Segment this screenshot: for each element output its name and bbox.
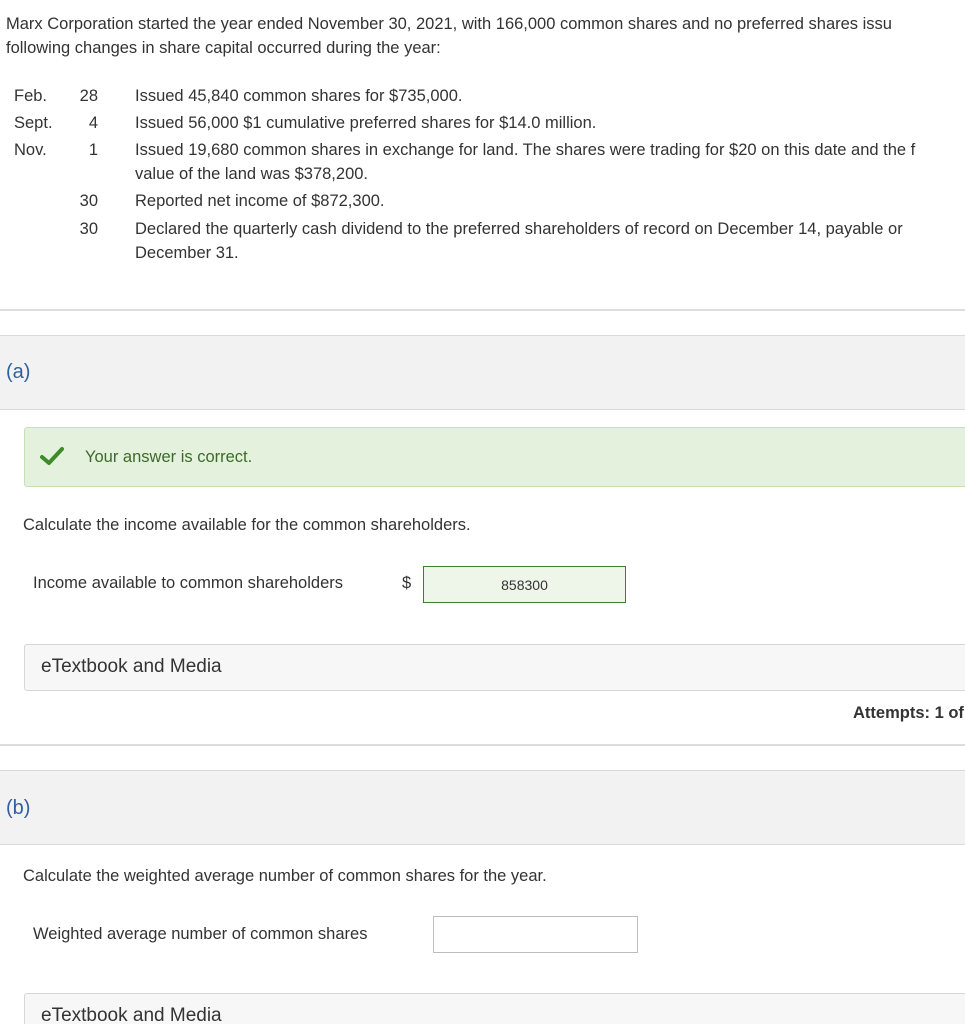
attempts-counter: Attempts: 1 of [853,704,964,722]
event-description-line: Reported net income of $872,300. [135,192,385,210]
intro-line-1: Marx Corporation started the year ended November 30, 2021, with 166,000 common shares and no preferred shares issu [6,15,892,33]
feedback-text: Your answer is correct. [85,448,253,466]
field-label: Income available to common shareholders [33,574,343,592]
event-month: Feb. [14,87,48,105]
currency-symbol: $ [402,574,412,592]
event-description-line: December 31. [135,244,239,262]
divider [0,744,965,746]
checkmark-icon [40,446,64,466]
event-description [135,138,965,186]
event-description-line: Issued 45,840 common shares for $735,000. [135,87,463,105]
question-text: Calculate the income available for the common shareholders. [23,516,471,534]
problem-intro [6,12,965,60]
event-day: 4 [88,114,98,132]
event-day: 30 [79,220,98,238]
event-description-line: value of the land was $378,200. [135,165,369,183]
event-description [135,84,965,108]
field-label: Weighted average number of common shares [33,925,368,943]
event-day: 28 [79,87,98,105]
event-description [135,217,965,265]
event-day: 1 [88,141,98,159]
income-available-input[interactable] [423,566,626,603]
divider [0,309,965,311]
event-month: Sept. [14,114,53,132]
event-month: Nov. [14,141,47,159]
event-description [135,189,965,213]
part-b-header [0,770,965,845]
event-day: 30 [79,192,98,210]
intro-line-2: following changes in share capital occurred during the year: [6,39,441,57]
weighted-average-shares-input[interactable] [433,916,638,953]
part-b-label: (b) [6,797,31,819]
etextbook-media-button[interactable]: eTextbook and Media [24,993,965,1024]
event-description-line: Issued 56,000 $1 cumulative preferred shares for $14.0 million. [135,114,597,132]
etextbook-media-button[interactable]: eTextbook and Media [24,644,965,691]
question-text: Calculate the weighted average number of common shares for the year. [23,867,547,885]
event-description [135,111,965,135]
part-a-header [0,335,965,410]
event-description-line: Issued 19,680 common shares in exchange for land. The shares were trading for $20 on this date and the f [135,141,916,159]
part-a-label: (a) [6,361,31,383]
event-description-line: Declared the quarterly cash dividend to the preferred shareholders of record on December 14, payable or [135,220,903,238]
